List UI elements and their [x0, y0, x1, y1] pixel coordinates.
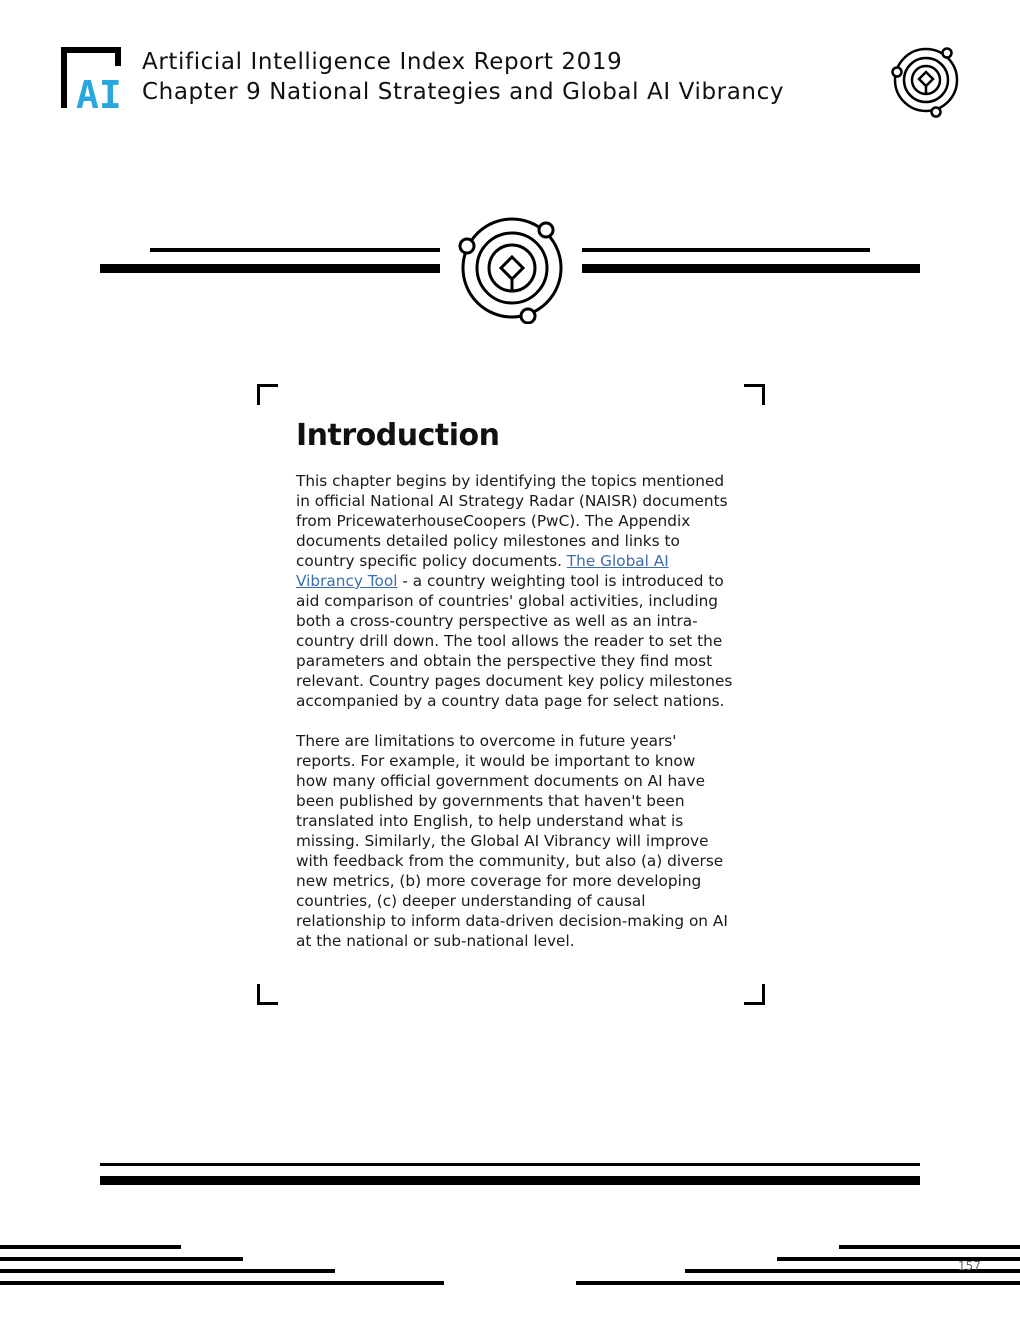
text-line: accompanied by a country data page for select nations. [296, 692, 725, 710]
text-line: how many official government documents on AI have [296, 772, 706, 790]
bottom-divider-thin [100, 1163, 920, 1166]
text-line: relationship to inform data-driven decision-making on AI [296, 912, 728, 930]
text-line: translated into English, to help understand what is [296, 812, 684, 830]
text-fragment: country specific policy documents. [296, 552, 567, 570]
paragraph-intro [296, 471, 742, 711]
text-line: reports. For example, it would be important to know [296, 752, 696, 770]
text-line: relevant. Country pages document key policy milestones [296, 672, 733, 690]
page-number: 157 [958, 1259, 981, 1273]
footer-stripe [0, 1257, 243, 1261]
paragraph-limitations [296, 731, 742, 951]
divider-thick-left [100, 264, 440, 273]
logo-text: AI [76, 73, 122, 110]
text-line: been published by governments that haven't been [296, 792, 685, 810]
text-fragment: - a country weighting tool is introduced to [397, 572, 724, 590]
text-line: in official National AI Strategy Radar (NAISR) documents [296, 492, 728, 510]
orbit-emblem-icon [456, 212, 568, 324]
text-line: at the national or sub-national level. [296, 932, 575, 950]
chapter-title: Chapter 9 National Strategies and Global AI Vibrancy [142, 79, 785, 105]
footer-stripe [777, 1257, 1020, 1261]
text-line: This chapter begins by identifying the topics mentioned [296, 472, 725, 490]
section-heading: Introduction [296, 418, 500, 453]
global-ai-vibrancy-tool-link[interactable]: The Global AI [566, 552, 669, 570]
footer-stripe [0, 1281, 444, 1285]
corner-bracket-bottom-left [257, 984, 278, 1005]
divider-thin-right [582, 248, 870, 252]
text-line: countries, (c) deeper understanding of causal [296, 892, 646, 910]
divider-thick-right [582, 264, 920, 273]
text-line: country drill down. The tool allows the reader to set the [296, 632, 723, 650]
text-line: new metrics, (b) more coverage for more developing [296, 872, 702, 890]
text-line: parameters and obtain the perspective they find most [296, 652, 713, 670]
text-line: aid comparison of countries' global activities, including [296, 592, 718, 610]
text-line: documents detailed policy milestones and links to [296, 532, 680, 550]
text-line [296, 551, 742, 571]
corner-bracket-bottom-right [744, 984, 765, 1005]
text-line: from PricewaterhouseCoopers (PwC). The Appendix [296, 512, 691, 530]
ai-index-logo [58, 46, 130, 110]
global-ai-vibrancy-tool-link-cont[interactable]: Vibrancy Tool [296, 572, 398, 590]
text-line: missing. Similarly, the Global AI Vibrancy will improve [296, 832, 709, 850]
orbit-emblem-icon [888, 42, 964, 118]
corner-bracket-top-right [744, 384, 765, 405]
divider-thin-left [150, 248, 440, 252]
text-line [296, 571, 742, 591]
text-line: with feedback from the community, but also (a) diverse [296, 852, 724, 870]
report-title: Artificial Intelligence Index Report 2019 [142, 49, 623, 75]
corner-bracket-top-left [257, 384, 278, 405]
footer-stripe [0, 1269, 335, 1273]
footer-stripe [0, 1245, 181, 1249]
footer-stripe [839, 1245, 1020, 1249]
text-line: both a cross-country perspective as well as an intra- [296, 612, 698, 630]
text-line: There are limitations to overcome in future years' [296, 732, 677, 750]
footer-stripe [576, 1281, 1020, 1285]
bottom-divider-thick [100, 1176, 920, 1185]
